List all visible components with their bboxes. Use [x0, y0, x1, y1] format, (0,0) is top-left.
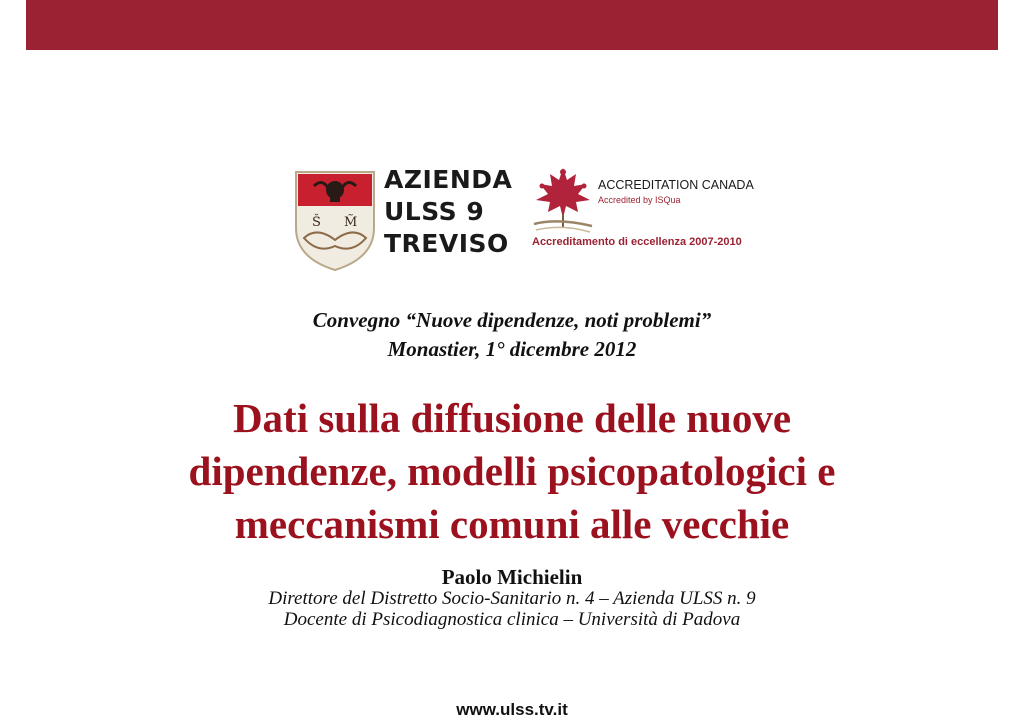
ulss-line-3: TREVISO [384, 229, 509, 258]
ulss-logo [292, 160, 513, 280]
page-title [40, 392, 984, 551]
convegno-title: Convegno “Nuove dipendenze, noti problemi” [312, 308, 712, 332]
top-banner [26, 0, 998, 50]
accreditation-subtitle: Accredited by ISQua [598, 195, 681, 205]
accreditation-excellence: Accreditamento di eccellenza 2007-2010 [532, 236, 742, 248]
coat-of-arms-icon [292, 166, 378, 274]
convegno-date: Monastier, 1° dicembre 2012 [387, 337, 637, 361]
accreditation-canada-logo [528, 164, 778, 254]
maple-leaf-figures-icon [528, 164, 598, 236]
ulss-line-2: ULSS 9 [384, 197, 485, 226]
title-line-3: meccanismi comuni alle vecchie [234, 501, 790, 547]
ulss-line-1: AZIENDA [384, 165, 513, 194]
author-role-1: Direttore del Distretto Socio-Sanitario n. 4 – Azienda ULSS n. 9 [268, 588, 756, 609]
shield-letter-left: Š [312, 215, 321, 230]
shield-letter-right: M̃ [344, 215, 358, 230]
author-role-2: Docente di Psicodiagnostica clinica – Università di Padova [283, 609, 741, 630]
accreditation-title: ACCREDITATION CANADA [598, 178, 754, 192]
author-name: Paolo Michielin [441, 565, 583, 589]
title-line-2: dipendenze, modelli psicopatologici e [188, 448, 836, 494]
title-line-1: Dati sulla diffusione delle nuove [232, 395, 792, 441]
website-link[interactable]: www.ulss.tv.it [456, 700, 568, 719]
ulss-name [384, 164, 512, 260]
